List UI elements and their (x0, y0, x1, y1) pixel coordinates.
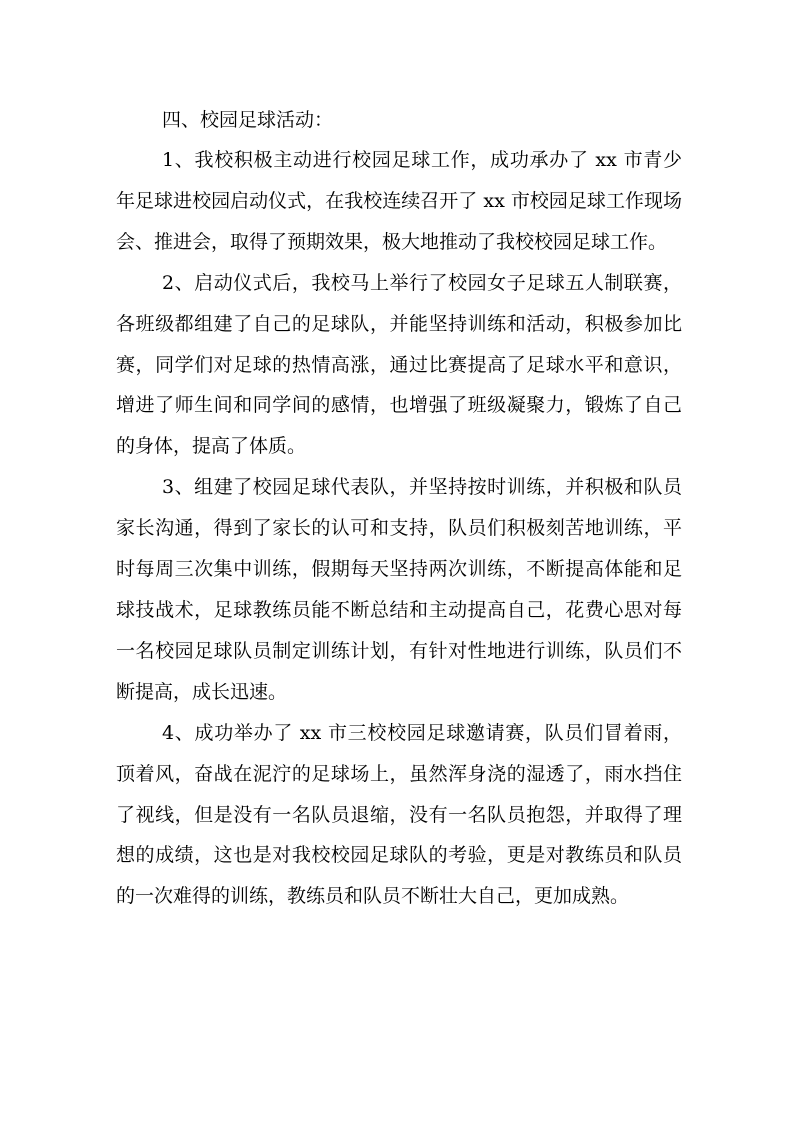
paragraph-3: 3、组建了校园足球代表队，并坚持按时训练，并积极和队员家长沟通，得到了家长的认可和支持，队员们积极刻苦地训练，平时每周三次集中训练，假期每天坚持两次训练，不断提高体能和足球技战术，足球教练员能不断总结和主动提高自己，花费心思对每一名校园足球队员制定训练计划，有针对性地进行训练，队员们不断提高，成长迅速。 (116, 476, 682, 703)
paragraph-2: 2、启动仪式后，我校马上举行了校园女子足球五人制联赛，各班级都组建了自己的足球队，并能坚持训练和活动，积极参加比赛，同学们对足球的热情高涨，通过比赛提高了足球水平和意识，增进了师生间和同学间的感情，也增强了班级凝聚力，锻炼了自己的身体，提高了体质。 (116, 271, 682, 458)
paragraph-1: 1、我校积极主动进行校园足球工作，成功承办了 xx 市青少年足球进校园启动仪式，在我校连续召开了 xx 市校园足球工作现场会、推进会，取得了预期效果，极大地推动了我校校园足球工作。 (116, 149, 682, 253)
paragraph-4: 4、成功举办了 xx 市三校校园足球邀请赛，队员们冒着雨，顶着风，奋战在泥泞的足球场上，虽然浑身浇的湿透了，雨水挡住了视线，但是没有一名队员退缩，没有一名队员抱怨，并取得了理想的成绩，这也是对我校校园足球队的考验，更是对教练员和队员的一次难得的训练，教练员和队员不断壮大自己，更加成熟。 (116, 721, 682, 908)
section-heading: 四、校园足球活动： (162, 109, 334, 131)
document-body (116, 100, 682, 917)
